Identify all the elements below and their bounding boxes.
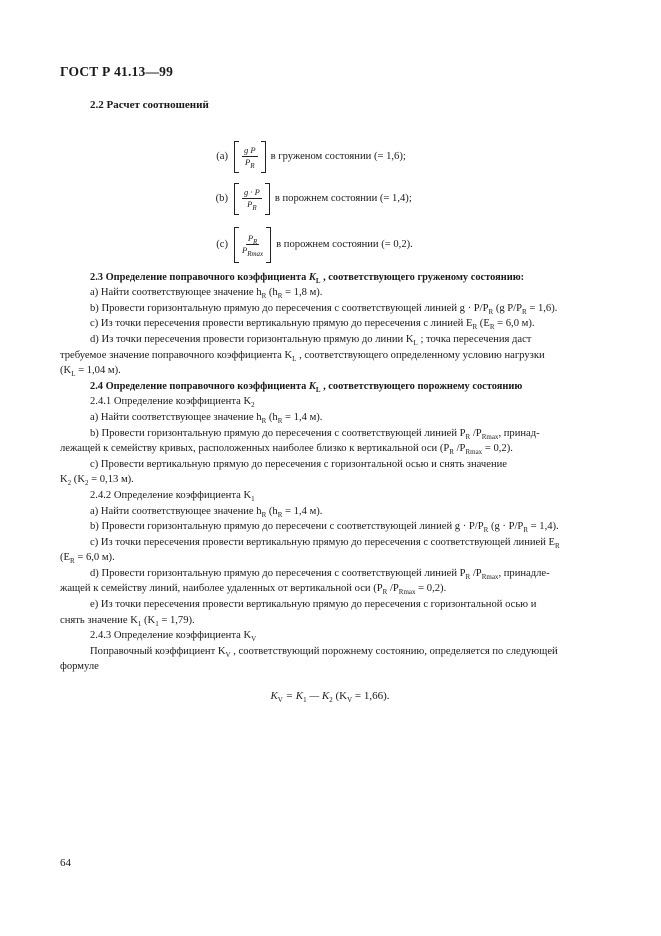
s242-d1: d) Провести горизонтальную прямую до пересечения с соответствующей линией $P_R$ $/P_{Rmax}$, принадле- <box>90 567 550 581</box>
ratio-c: (c) $\frac{P_R}{P_{Rmax}}$ в порожнем состоянии (= 0,2). <box>198 220 600 270</box>
page-number: 64 <box>60 857 71 869</box>
s23-d1: d) Из точки пересечения провести горизонтальную прямую до линии $K_L$ ; точка пересечения даст <box>90 333 532 347</box>
s241-b2: лежащей к семейству кривых, расположенных наиболее близко к вертикальной оси ($P_R$ $/P_{Rmax} = 0,2$). <box>60 443 513 457</box>
s242-d2: жащей к семейству линий, наиболее удаленных от вертикальной оси ($P_R$ $/P_{Rmax} = 0,2$). <box>60 583 447 597</box>
s241-c1: c) Провести вертикальную прямую до пересечения с горизонтальной осью и снять значение <box>90 458 508 470</box>
section-2-4-title: 2.4 Определение поправочного коэффициента $K_L$ , соответствующего порожнему состоянию <box>90 380 523 394</box>
s23-c: c) Из точки пересечения провести вертикальную прямую до пересечения с линией $E_R$ ($E_R = 6,0$ м). <box>90 318 535 332</box>
page-content <box>60 94 600 705</box>
s242-e1: e) Из точки пересечения провести вертикальную прямую до пересечения с горизонтальной осью и <box>90 599 537 611</box>
s23-d3: ($K_L = 1,04$ м). <box>60 365 121 379</box>
s241-c2: $K_2$ ($K_2 = 0,13$ м). <box>60 474 134 488</box>
section-2-3-title: 2.3 Определение поправочного коэффициента $K_L$ , соответствующего груженому состоянию: <box>90 271 525 285</box>
s243-title: 2.4.3 Определение коэффициента $K_V$ <box>90 630 257 644</box>
s241-a: а) Найти соответствующее значение $h_R$ ($h_R = 1,4$ м). <box>90 411 323 425</box>
s23-b: b) Провести горизонтальную прямую до пересечения с соответствующей линией $g \cdot P/P_R$ (g $P/P_R = 1,6$). <box>90 302 558 316</box>
s23-d2: требуемое значение поправочного коэффициента $K_L$ , соответствующего определенному условию нагрузки <box>60 349 545 363</box>
s242-e2: снять значение $K_1$ $(K_1 = 1,79)$. <box>60 614 195 628</box>
s242-title: 2.4.2 Определение коэффициента $K_1$ <box>90 489 255 503</box>
ratio-a: (a) $\frac{\text{g P}}{P_R}$ в груженом состоянии (= 1,6); <box>198 136 600 178</box>
s243-p1: Поправочный коэффициент $K_V$ , соответствующий порожнему состоянию, определяется по следующей <box>90 645 558 659</box>
s242-b: b) Провести горизонтальную прямую до пересечени с соответствующей линией $g \cdot P/P_R$ $(g \cdot P/P_R = 1,4)$. <box>90 521 559 535</box>
ratio-b: (b) $\frac{g \cdot P}{P_R}$ в порожнем состоянии (= 1,4); <box>198 178 600 220</box>
s243-p2: формуле <box>60 661 99 673</box>
kv-formula: $K_V = K_1$ — $K_2$ $(K_V = 1,66)$. <box>270 690 390 705</box>
standard-code-header: ГОСТ Р 41.13—99 <box>60 64 174 79</box>
s241-title: 2.4.1 Определение коэффициента $K_2$ <box>90 396 255 410</box>
s242-c: c) Из точки пересечения провести вертикальную прямую до пересечения с соответствующей линией $E_R$ <box>90 536 560 550</box>
s241-b1: b) Провести горизонтальную прямую до пересечения с соответствующей линией $P_R$ $/P_{Rmax}$, принад- <box>90 427 540 441</box>
s242-c2: ($E_R = 6,0$ м). <box>60 552 115 566</box>
s23-a: а) Найти соответствующее значение $h_R$ ($h_R = 1,8$ м). <box>90 287 323 301</box>
section-2-2-title: 2.2 Расчет соотношений <box>90 99 209 111</box>
s242-a: а) Найти соответствующее значение $h_R$ ($h_R = 1,4$ м). <box>90 505 323 519</box>
section-2-3 <box>60 270 600 705</box>
ratios-block <box>90 136 600 270</box>
